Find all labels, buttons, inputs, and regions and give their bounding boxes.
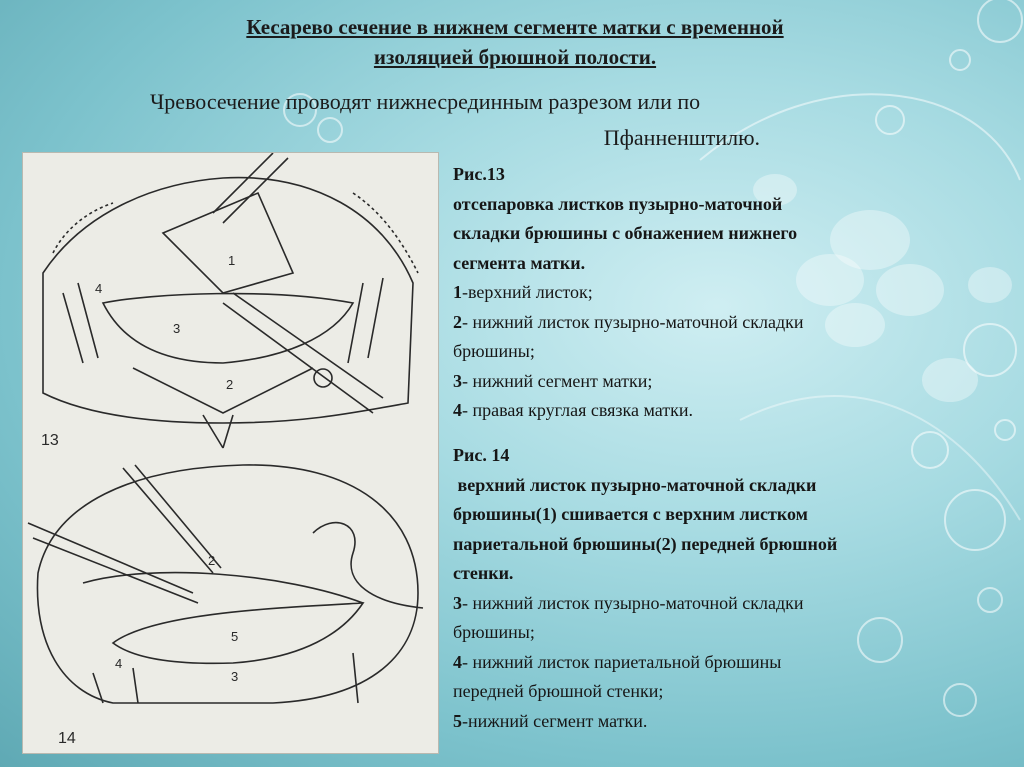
subtitle-line-1: Чревосечение проводят нижнесрединным разрезом или по — [150, 89, 701, 114]
fig14-caption — [453, 441, 1013, 736]
fig14-heading: Рис. 14 — [453, 445, 510, 465]
fig13-mark-2: 2 — [226, 377, 234, 392]
fig13-item-4 — [453, 396, 1013, 426]
fig13-mark-4: 4 — [95, 281, 103, 296]
item-text: -верхний листок; — [462, 282, 593, 302]
item-number: 1 — [453, 282, 462, 302]
fig14-item-4-cont — [453, 677, 1013, 707]
fig14-mark-4: 4 — [115, 656, 123, 671]
fig13-desc-line-1: отсепаровка листков пузырно-маточной — [453, 193, 783, 214]
fig13-caption — [453, 160, 1013, 426]
item-text: - нижний сегмент матки; — [462, 370, 653, 391]
subtitle-line-2: Пфанненштилю. — [603, 125, 760, 150]
fig13-mark-3: 3 — [173, 321, 181, 336]
title-line-1: Кесарево сечение в нижнем сегменте матки с временной — [246, 15, 784, 39]
fig14-item-3 — [453, 589, 1013, 619]
item-number: 3 — [453, 370, 462, 391]
slide-title — [140, 12, 890, 72]
item-text: передней брюшной стенки; — [453, 681, 664, 701]
surgical-illustration — [22, 152, 439, 754]
illustration-drawing — [23, 153, 438, 753]
fig14-desc-line-1: верхний листок пузырно-маточной складки — [453, 474, 817, 495]
item-number: 4 — [453, 651, 462, 672]
fig14-item-3-cont — [453, 618, 1013, 648]
item-text: брюшины; — [453, 341, 535, 361]
item-text: - нижний листок пузырно-маточной складки — [462, 311, 804, 332]
item-text: - нижний листок париетальной брюшины — [462, 651, 782, 672]
item-text: брюшины; — [453, 622, 535, 642]
item-text: - нижний листок пузырно-маточной складки — [462, 592, 804, 613]
fig14-item-4 — [453, 648, 1013, 678]
item-number: 2 — [453, 311, 462, 332]
item-number: 5 — [453, 710, 462, 731]
slide-subtitle — [150, 84, 890, 156]
fig14-mark-3: 3 — [231, 669, 239, 684]
item-text: -нижний сегмент матки. — [462, 710, 648, 731]
fig13-item-2-cont — [453, 337, 1013, 367]
fig14-item-5 — [453, 707, 1013, 737]
fig13-desc-line-2: складки брюшины с обнажением нижнего — [453, 223, 798, 243]
fig13-heading: Рис.13 — [453, 164, 505, 184]
fig14-mark-5: 5 — [231, 629, 239, 644]
fig14-number: 14 — [58, 730, 76, 747]
fig13-desc-line-3: сегмента матки. — [453, 252, 586, 273]
fig14-desc-line-4: стенки. — [453, 563, 514, 583]
fig14-desc-line-3: париетальной брюшины(2) передней брюшной — [453, 533, 838, 554]
fig13-number: 13 — [41, 432, 59, 449]
item-text: - правая круглая связка матки. — [462, 400, 694, 420]
fig13-item-1 — [453, 278, 1013, 308]
fig13-item-2 — [453, 308, 1013, 338]
item-number: 4 — [453, 400, 462, 420]
fig14-mark-2: 2 — [208, 553, 216, 568]
title-line-2: изоляцией брюшной полости. — [373, 45, 657, 69]
fig13-item-3 — [453, 367, 1013, 397]
item-number: 3 — [453, 592, 462, 613]
fig13-mark-1: 1 — [228, 253, 236, 268]
fig14-desc-line-2: брюшины(1) сшивается с верхним листком — [453, 504, 808, 524]
